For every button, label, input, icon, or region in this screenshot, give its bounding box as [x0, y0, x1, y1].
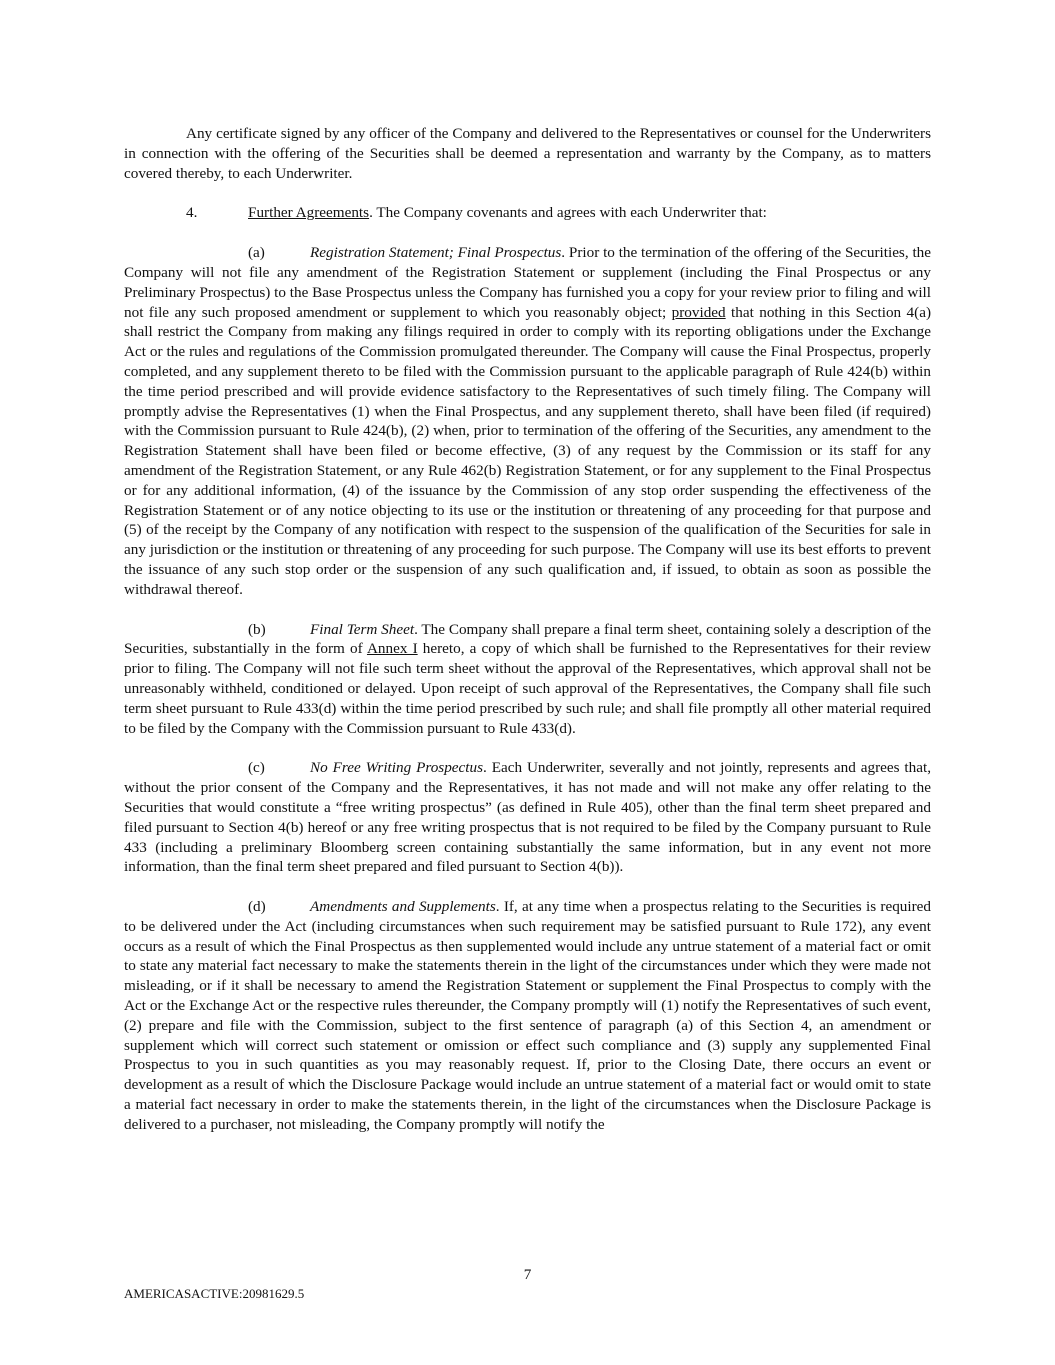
paragraph-a-label: (a) — [248, 244, 265, 262]
paragraph-c-title: No Free Writing Prospectus — [310, 759, 484, 777]
page-number: 7 — [523, 1266, 532, 1283]
section-title: Further Agreements — [248, 204, 370, 222]
paragraph-c — [124, 758, 931, 877]
provided-term: provided — [671, 303, 726, 321]
section-lead: . The Company covenants and agrees with each Underwriter that: — [369, 204, 767, 222]
paragraph-b-text1: . The Company shall prepare a final term sheet, containing solely a description of the Securities, substantially in the form of — [124, 620, 931, 658]
paragraph-b-title: Final Term Sheet — [310, 620, 415, 638]
paragraph-a — [124, 243, 931, 599]
paragraph-d-text: . If, at any time when a prospectus relating to the Securities is required to be delivered under the Act (including circumstances when such requirement may be satisfied pursuant to Rule 172), any event occurs as a result of which the Final Prospectus as then supplemented would include any untrue statement of a material fact or omit to state any material fact necessary to make the statements therein in the light of the circumstances under which they were made not misleading, or if it shall be necessary to amend the Registration Statement or supplement the Final Prospectus to comply with the Act or the Exchange Act or the respective rules thereunder, the Company promptly will (1) notify the Representatives of such event, (2) prepare and file with the Commission, subject to the first sentence of paragraph (a) of this Section 4, an amendment or supplement which will correct such statement or omission or effect such compliance and (3) supply any supplemented Final Prospectus to you in such quantities as you may reasonably request. If, prior to the Closing Date, there occurs an event or development as a result of which the Disclosure Package would include an untrue statement of a material fact or would omit to state a material fact necessary in order to make the statements therein, in the light of the circumstances when the Disclosure Package is delivered to a purchaser, not misleading, the Company promptly will notify the — [124, 898, 931, 1133]
paragraph-c-text: . Each Underwriter, severally and not jointly, represents and agrees that, without the prior consent of the Company and the Representatives, it has not made and will not make any offer relating to the Securities that would constitute a “free writing prospectus” (as defined in Rule 405), other than the final term sheet prepared and filed pursuant to Section 4(b) hereof or any free writing prospectus that is not required to be filed by the Company pursuant to Rule 433 (including a preliminary Bloomberg screen containing substantially the same information, but in any event not more information, than the final term sheet prepared and filed pursuant to Section 4(b)). — [124, 759, 931, 876]
section-heading — [186, 203, 931, 223]
paragraph-a-text2: that nothing in this Section 4(a) shall restrict the Company from making any filings required in order to comply with its reporting obligations under the Exchange Act or the rules and regulations of the Commission promulgated thereunder. The Company will cause the Final Prospectus, properly completed, and any supplement thereto to be filed with the Commission pursuant to the applicable paragraph of Rule 424(b) within the time period prescribed and will provide evidence satisfactory to the Representatives of such timely filing. The Company will promptly advise the Representatives (1) when the Final Prospectus, and any supplement thereto, shall have been filed (if required) with the Commission pursuant to Rule 424(b), (2) when, prior to termination of the offering of the Securities, any amendment to the Registration Statement shall have been filed or become effective, (3) of any request by the Commission or its staff for any amendment of the Registration Statement, or any Rule 462(b) Registration Statement, or for any supplement to the Final Prospectus or for any additional information, (4) of the issuance by the Commission of any stop order suspending the effectiveness of the Registration Statement or of any notice objecting to its use or the institution or threatening of any proceeding for that purpose and (5) of the receipt by the Company of any notification with respect to the suspension of the qualification of the Securities for sale in any jurisdiction or the institution or threatening of any proceeding for such purpose. The Company will use its best efforts to prevent the issuance of any such stop order or the suspension of any such qualification and, if issued, to obtain as soon as possible the withdrawal thereof. — [124, 303, 932, 598]
intro-paragraph: Any certificate signed by any officer of the Company and delivered to the Representatives or counsel for the Underwriters in connection with the offering of the Securities shall be deemed a representation and warranty by the Company, as to matters covered thereby, to each Underwriter. — [124, 125, 931, 182]
paragraph-b-label: (b) — [248, 620, 266, 638]
paragraph-d-title: Amendments and Supplements — [310, 898, 496, 916]
paragraph-d — [124, 897, 931, 1135]
paragraph-c-label: (c) — [248, 759, 265, 777]
paragraph-d-label: (d) — [248, 898, 266, 916]
paragraph-b — [124, 620, 931, 739]
paragraph-b-text2: hereto, a copy of which shall be furnished to the Representatives for their review prior to filing. The Company will not file such term sheet without the approval of the Representatives, which approval shall not be unreasonably withheld, conditioned or delayed. Upon receipt of such approval of the Representatives, the Company shall file such term sheet pursuant to Rule 433(d) within the time period prescribed by such rule; and shall file promptly all other material required to be filed by the Company with the Commission pursuant to Rule 433(d). — [124, 640, 931, 737]
document-page — [124, 124, 931, 1155]
document-id: AMERICASACTIVE:20981629.5 — [124, 1286, 305, 1301]
paragraph-a-title: Registration Statement; Final Prospectus — [310, 244, 562, 262]
paragraph-a-text1: . Prior to the termination of the offering of the Securities, the Company will not file any amendment of the Registration Statement or supplement (including the Final Prospectus or any Preliminary Prospectus) to the Base Prospectus unless the Company has furnished you a copy for your review prior to filing and will not file any such proposed amendment or supplement to which you reasonably object; — [124, 244, 932, 321]
section-number: 4. — [186, 204, 198, 222]
annex-reference: Annex I — [366, 640, 418, 658]
